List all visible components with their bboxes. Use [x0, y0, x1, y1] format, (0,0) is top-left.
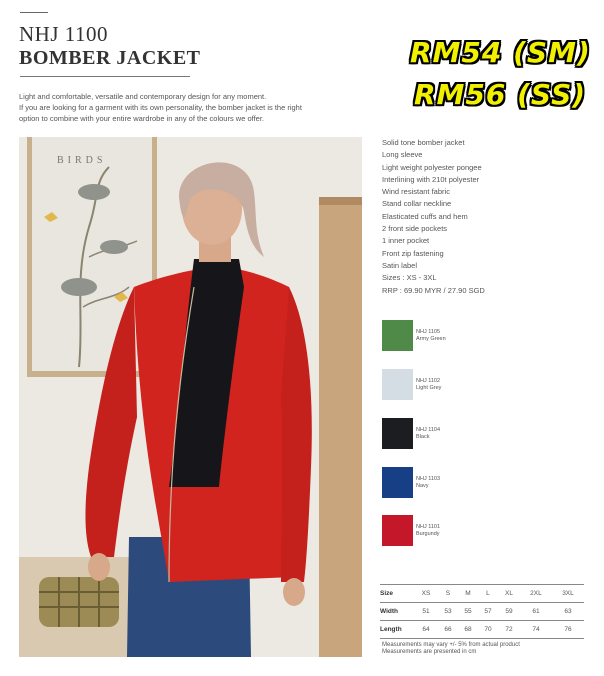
note-line: Measurements may vary +/- 5% from actual product — [382, 642, 520, 648]
colour-code: NHJ 1104 — [416, 426, 441, 433]
size-chart-header — [380, 585, 584, 603]
colour-label — [416, 427, 440, 441]
product-photo — [19, 137, 362, 657]
colour-name: Light Grey — [416, 384, 442, 391]
spec-item: Solid tone bomber jacket — [382, 138, 465, 147]
size-header-cell: 3XL — [562, 590, 574, 597]
table-cell: 64 — [422, 626, 430, 633]
spec-item: Stand collar neckline — [382, 199, 452, 209]
table-cell: 51 — [422, 608, 430, 615]
row-label: Width — [380, 608, 398, 615]
product-code: NHJ 1100 — [19, 22, 108, 46]
spec-item: Elasticated cuffs and hem — [382, 211, 468, 221]
print-text: BIRDS — [57, 155, 107, 166]
intro-line: Light and comfortable, versatile and contemporary design for any moment. — [19, 92, 267, 101]
colour-option-army-green[interactable] — [382, 320, 446, 351]
table-cell: 66 — [444, 626, 452, 633]
top-rule — [20, 12, 48, 13]
measurement-notes — [382, 642, 520, 656]
colour-name: Navy — [416, 482, 429, 489]
size-header-cell: S — [445, 590, 451, 597]
spec-item: RRP : 69.90 MYR / 27.90 SGD — [382, 285, 485, 295]
colour-label — [416, 524, 440, 538]
colour-code: NHJ 1101 — [416, 523, 441, 530]
colour-name: Army Green — [416, 335, 446, 342]
intro-line: If you are looking for a garment with its own personality, the bomber jacket is the right — [19, 103, 302, 112]
table-cell: 63 — [564, 608, 572, 615]
size-header-cell: M — [465, 590, 471, 597]
colour-option-navy[interactable] — [382, 467, 440, 498]
price-sm: RM54 (SM) — [410, 36, 591, 69]
spec-item: Interlining with 210t polyester — [382, 174, 480, 184]
size-header-cell: 2XL — [530, 590, 542, 597]
note-line: Measurements are presented in cm — [382, 649, 477, 655]
colour-swatch — [382, 320, 413, 351]
table-cell: 57 — [484, 608, 492, 615]
size-header-cell: XS — [421, 590, 431, 597]
spec-item: Front zip fastening — [382, 248, 444, 258]
table-cell: 72 — [505, 626, 513, 633]
colour-option-black[interactable] — [382, 418, 440, 449]
table-row — [380, 603, 584, 621]
colour-code: NHJ 1105 — [416, 328, 441, 335]
colour-label — [416, 329, 446, 343]
table-row — [380, 621, 584, 639]
size-header-label: Size — [380, 590, 394, 597]
price-ss: RM56 (SS) — [414, 78, 587, 111]
colour-code: NHJ 1103 — [416, 475, 441, 482]
spec-item: Wind resistant fabric — [382, 187, 450, 197]
title-divider — [20, 76, 190, 77]
spec-item: Long sleeve — [382, 150, 423, 160]
size-chart — [380, 584, 584, 639]
colour-name: Burgundy — [416, 530, 440, 537]
colour-option-light-grey[interactable] — [382, 369, 441, 400]
table-cell: 61 — [532, 608, 540, 615]
intro-text — [19, 91, 364, 124]
model-illustration — [19, 137, 362, 657]
colour-name: Black — [416, 433, 430, 440]
colour-swatch — [382, 515, 413, 546]
size-header-cell: XL — [504, 590, 513, 597]
intro-line: option to combine with your entire wardrobe in any of the colours we offer. — [19, 114, 264, 123]
size-header-cell: L — [486, 590, 490, 597]
colour-swatch — [382, 467, 413, 498]
spec-item: Light weight polyester pongee — [382, 162, 482, 172]
table-cell: 74 — [532, 626, 540, 633]
colour-label — [416, 378, 441, 392]
spec-item: Satin label — [382, 260, 418, 270]
table-cell: 55 — [464, 608, 472, 615]
colour-label — [416, 476, 440, 490]
table-cell: 68 — [464, 626, 472, 633]
spec-item: 2 front side pockets — [382, 224, 448, 234]
product-title: BOMBER JACKET — [19, 47, 201, 69]
colour-option-burgundy[interactable] — [382, 515, 440, 546]
table-cell: 53 — [444, 608, 452, 615]
table-cell: 70 — [484, 626, 492, 633]
colour-swatch — [382, 369, 413, 400]
colour-swatch — [382, 418, 413, 449]
spec-item: Sizes : XS - 3XL — [382, 273, 437, 283]
row-label: Length — [380, 626, 402, 633]
spec-list — [382, 137, 485, 297]
colour-code: NHJ 1102 — [416, 377, 441, 384]
table-cell: 76 — [564, 626, 572, 633]
table-cell: 59 — [505, 608, 513, 615]
spec-item: 1 inner pocket — [382, 236, 430, 246]
